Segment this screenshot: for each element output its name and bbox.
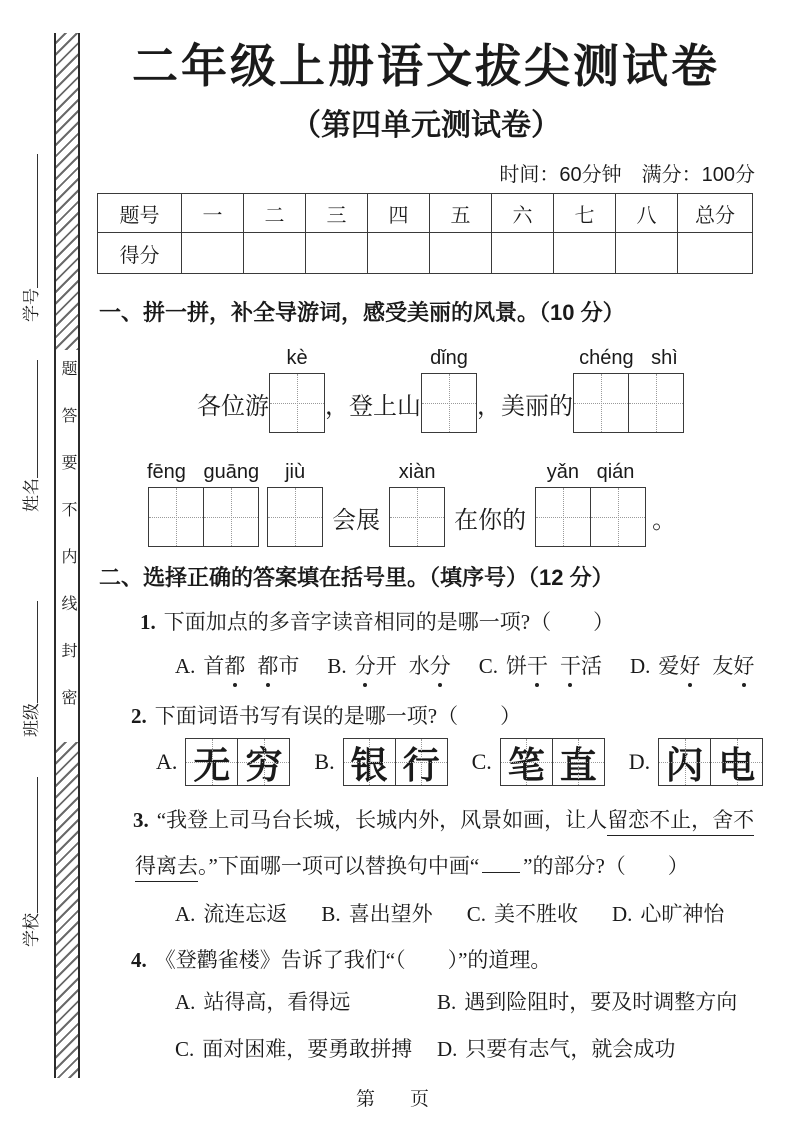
writing-cell[interactable] <box>628 374 683 432</box>
option-c <box>175 1033 437 1063</box>
option-char: 友 <box>712 654 734 678</box>
option-c <box>472 738 605 786</box>
writing-box[interactable] <box>535 487 646 547</box>
option-label: C. <box>466 902 486 926</box>
option-text: 面对困难，要勇敢拼搏 <box>202 1037 413 1061</box>
option-label: A. <box>156 749 178 774</box>
option-char: 活 <box>580 654 602 678</box>
pinyin-label: yǎn qián <box>546 461 635 483</box>
option-label: B. <box>314 749 335 774</box>
word-box-char: 电 <box>710 739 762 785</box>
option-d <box>612 898 724 928</box>
option-b <box>437 986 737 1016</box>
writing-box[interactable] <box>269 373 325 433</box>
word-box-char: 无 <box>186 739 237 785</box>
writing-box[interactable] <box>148 487 259 547</box>
question-text: 《登鹳雀楼》告诉了我们“（ ）”的道理。 <box>154 948 552 972</box>
writing-cell[interactable] <box>270 374 324 432</box>
option-b <box>321 898 432 928</box>
section2-heading: 二、选择正确的答案填在括号里。（填序号）（12 分） <box>99 565 614 590</box>
score-table <box>97 193 753 274</box>
pinyin-label: jiù <box>285 461 306 483</box>
side-field-label: 班级 <box>22 703 41 737</box>
side-field-label: 姓名 <box>22 478 41 512</box>
pinyin-box-unit <box>389 450 445 547</box>
sentence-text: ，美丽的 <box>477 394 573 420</box>
option-char: 首 <box>203 654 225 678</box>
score-cell[interactable] <box>306 233 368 274</box>
option-text: 喜出望外 <box>348 902 433 926</box>
option-char: 开 <box>375 654 397 678</box>
writing-cell[interactable] <box>590 488 645 546</box>
pinyin-label: xiàn <box>398 461 436 483</box>
word-box-char: 直 <box>552 739 604 785</box>
option-label: D. <box>611 902 633 926</box>
section1-line1 <box>197 336 684 433</box>
score-cell[interactable] <box>616 233 678 274</box>
writing-cell[interactable] <box>536 488 590 546</box>
pinyin-box-unit <box>421 336 477 433</box>
seal-hatch-bottom <box>56 742 78 1078</box>
pinyin-box-unit <box>267 450 323 547</box>
question-text: ”的部分?（ ） <box>523 854 689 878</box>
option-d <box>630 650 754 680</box>
score-row-label: 得分 <box>98 233 182 274</box>
writing-cell[interactable] <box>390 488 444 546</box>
option-label: C. <box>471 749 492 774</box>
question-number: 3. <box>133 808 149 832</box>
seal-text: 题答要不内线封密 <box>59 360 76 736</box>
score-cell[interactable] <box>678 233 753 274</box>
side-field-blank-line[interactable] <box>37 601 38 703</box>
score-header-cell: 六 <box>492 194 554 233</box>
option-char-dotted: 干 <box>527 650 548 680</box>
question-4-options <box>175 986 737 1063</box>
option-char-dotted: 干 <box>560 650 581 680</box>
word-box-char: 行 <box>395 739 447 785</box>
question-1 <box>140 606 614 636</box>
writing-box[interactable] <box>421 373 477 433</box>
option-char: 水 <box>408 654 430 678</box>
score-cell[interactable] <box>368 233 430 274</box>
side-field-student-number <box>16 154 42 322</box>
page-subtitle: （第四单元测试卷） <box>291 109 561 142</box>
option-text: 心旷神怡 <box>640 902 725 926</box>
score-header-cell: 二 <box>244 194 306 233</box>
option-char-dotted: 都 <box>224 650 245 680</box>
option-text: 站得高，看得远 <box>203 990 351 1014</box>
question-4 <box>131 944 551 974</box>
writing-cell[interactable] <box>149 488 203 546</box>
score-cell[interactable] <box>182 233 244 274</box>
pinyin-box-unit <box>147 450 259 547</box>
score-header-cell: 三 <box>306 194 368 233</box>
footer-page-label: 第 页 <box>355 1089 437 1110</box>
option-label: A. <box>175 902 196 926</box>
sentence-text: 会展 <box>332 508 381 534</box>
word-box <box>500 738 605 786</box>
score-header-cell: 八 <box>616 194 678 233</box>
option-a <box>175 898 287 928</box>
exam-time-info: 时间：60分钟 满分：100分 <box>499 164 755 186</box>
word-box-char: 笔 <box>501 739 552 785</box>
side-field-blank-line[interactable] <box>37 777 38 913</box>
page-title: 二年级上册语文拔尖测试卷 <box>132 40 720 92</box>
question-1-options <box>175 650 754 680</box>
option-label: D. <box>628 749 651 774</box>
score-cell[interactable] <box>430 233 492 274</box>
score-header-cell: 七 <box>554 194 616 233</box>
option-d <box>629 738 763 786</box>
word-box <box>185 738 290 786</box>
option-text: 美不胜收 <box>493 902 578 926</box>
option-label: D. <box>629 654 651 678</box>
underlined-text: 得离去 <box>135 854 198 882</box>
option-char: 饼 <box>505 654 527 678</box>
option-b <box>327 650 450 680</box>
seal-text-area <box>56 350 78 742</box>
option-char: 爱 <box>658 654 680 678</box>
score-header-cell: 五 <box>430 194 492 233</box>
option-char-dotted: 分 <box>430 650 451 680</box>
question-number: 1. <box>140 610 156 634</box>
option-char-dotted: 分 <box>355 650 376 680</box>
score-header-cell: 总分 <box>678 194 753 233</box>
word-box-char: 穷 <box>237 739 289 785</box>
option-label: A. <box>175 990 196 1014</box>
score-cell[interactable] <box>492 233 554 274</box>
question-text: 下面加点的多音字读音相同的是哪一项?（ ） <box>163 610 615 634</box>
option-b <box>314 738 447 786</box>
option-char-dotted: 好 <box>733 650 754 680</box>
option-char-dotted: 都 <box>257 650 278 680</box>
writing-cell[interactable] <box>203 488 258 546</box>
writing-cell[interactable] <box>268 488 322 546</box>
option-label: B. <box>321 902 341 926</box>
question-3-line1 <box>133 804 754 834</box>
option-char-dotted: 好 <box>679 650 700 680</box>
option-char: 市 <box>278 654 300 678</box>
sentence-text: 各位游 <box>197 394 269 420</box>
score-cell[interactable] <box>244 233 306 274</box>
writing-box[interactable] <box>267 487 323 547</box>
score-header-cell: 四 <box>368 194 430 233</box>
question-text: 下面词语书写有误的是哪一项?（ ） <box>154 704 522 728</box>
section1-heading: 一、拼一拼，补全导游词，感受美丽的风景。（10 分） <box>99 300 625 325</box>
pinyin-label: fēng guāng <box>147 461 260 483</box>
pinyin-label: dǐng <box>430 347 468 369</box>
option-c <box>467 898 578 928</box>
sentence-text: 。 <box>652 508 677 534</box>
word-box <box>658 738 763 786</box>
writing-box[interactable] <box>389 487 445 547</box>
side-field-blank-line[interactable] <box>37 154 38 288</box>
option-d <box>437 1033 737 1063</box>
side-field-class <box>16 601 42 737</box>
option-label: B. <box>327 654 347 678</box>
question-text: 。”下面哪一项可以替换句中画“ <box>198 854 480 878</box>
sentence-text: ，登上山 <box>325 394 421 420</box>
question-2 <box>131 700 521 730</box>
question-2-options <box>156 738 763 786</box>
writing-box[interactable] <box>573 373 684 433</box>
side-field-school <box>16 777 42 947</box>
question-3-line2 <box>135 850 689 880</box>
side-field-label: 学号 <box>22 288 41 322</box>
score-header-cell: 题号 <box>98 194 182 233</box>
question-number: 4. <box>131 948 147 972</box>
side-field-blank-line[interactable] <box>37 360 38 478</box>
sentence-text: 在你的 <box>454 508 527 534</box>
pinyin-box-unit <box>269 336 325 433</box>
option-text: 只要有志气，就会成功 <box>465 1037 676 1061</box>
side-field-name <box>16 360 42 512</box>
underlined-text: 留恋不止，舍不 <box>607 808 754 836</box>
writing-cell[interactable] <box>422 374 476 432</box>
option-label: D. <box>437 1037 458 1061</box>
option-label: C. <box>175 1037 195 1061</box>
option-text: 遇到险阻时，要及时调整方向 <box>464 990 738 1014</box>
pinyin-label: kè <box>286 347 308 369</box>
option-a <box>175 986 437 1016</box>
blank-underline <box>482 851 520 873</box>
side-field-label: 学校 <box>22 913 41 947</box>
word-box-char: 闪 <box>659 739 710 785</box>
question-number: 2. <box>131 704 147 728</box>
option-text: 流连忘返 <box>203 902 288 926</box>
score-cell[interactable] <box>554 233 616 274</box>
section1-line2 <box>147 450 676 547</box>
option-label: C. <box>478 654 498 678</box>
option-c <box>479 650 602 680</box>
writing-cell[interactable] <box>574 374 628 432</box>
option-a <box>175 650 299 680</box>
option-a <box>156 738 290 786</box>
option-label: A. <box>175 654 196 678</box>
question-3-options <box>175 898 724 928</box>
score-header-cell: 一 <box>182 194 244 233</box>
option-label: B. <box>437 990 457 1014</box>
seal-hatch-top <box>56 33 78 350</box>
word-box <box>343 738 448 786</box>
word-box-char: 银 <box>344 739 395 785</box>
seal-line-band <box>54 33 80 1078</box>
pinyin-label: chéng shì <box>579 347 678 369</box>
question-text: “我登上司马台长城，长城内外，风景如画，让人 <box>156 808 608 832</box>
pinyin-box-unit <box>535 450 646 547</box>
pinyin-box-unit <box>573 336 684 433</box>
